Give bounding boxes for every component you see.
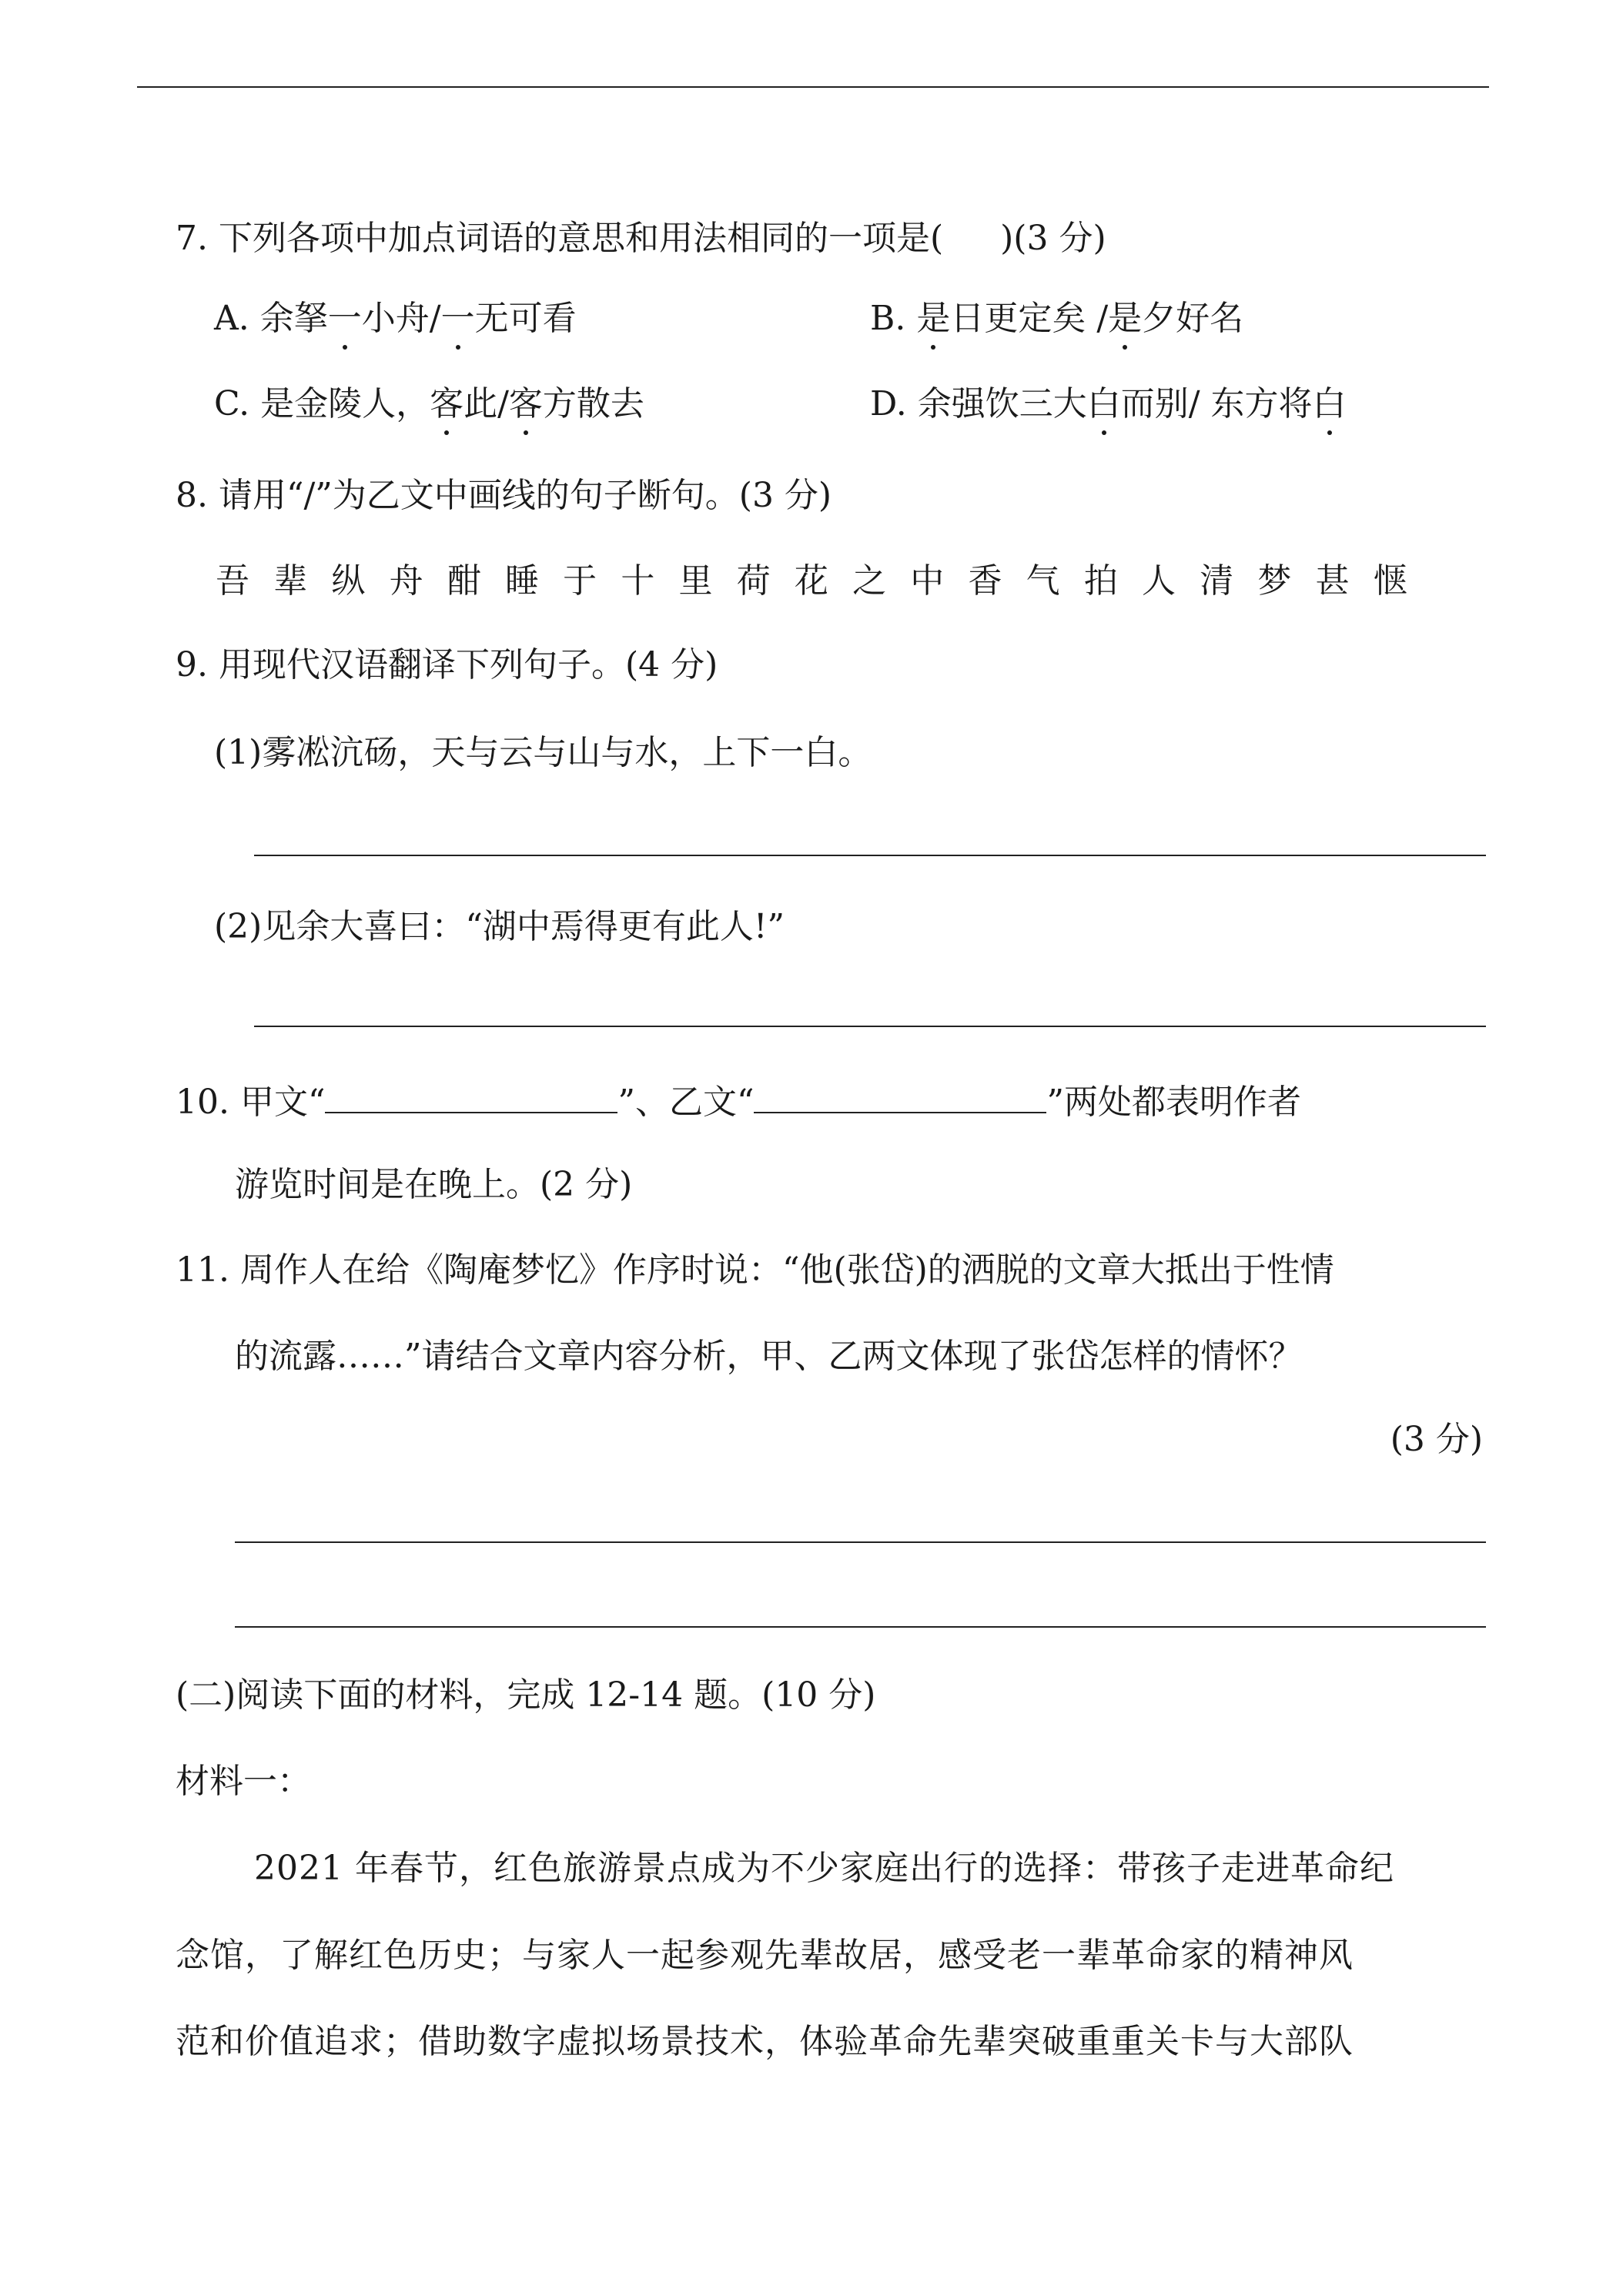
- option-c-text: 此/: [463, 384, 509, 423]
- option-d-text: 余强饮三大: [917, 384, 1087, 423]
- material-1-line-3: 范和价值追求；借助数字虚拟场景技术，体验革命先辈突破重重关卡与大部队: [176, 2022, 1354, 2061]
- q8-char: 人: [1142, 561, 1176, 601]
- q8-char: 花: [794, 561, 828, 601]
- q8-char: 拍: [1083, 561, 1118, 601]
- option-b-text: 夕好名: [1142, 299, 1244, 338]
- q7-option-a: [214, 299, 577, 338]
- dotted-char: 是: [1108, 299, 1143, 338]
- q7-stem: [176, 219, 1106, 258]
- q7-option-d: [870, 384, 1347, 423]
- dotted-char: 白: [1086, 384, 1121, 423]
- q9-answer-line-1[interactable]: [254, 855, 1486, 856]
- q10-text: ”两处都表明作者: [1046, 1083, 1301, 1122]
- q8-char: 之: [852, 561, 887, 601]
- option-d-label: D.: [870, 384, 907, 423]
- q7-option-c: [214, 384, 644, 423]
- q10-blank-2[interactable]: [754, 1081, 1046, 1113]
- top-rule: [137, 86, 1489, 88]
- option-a-text: 小舟/: [361, 299, 441, 338]
- q9-sentence-2: (2)见余大喜曰：“湖中焉得更有此人!”: [214, 907, 785, 946]
- q8-char: 气: [1026, 561, 1060, 601]
- q8-char: 酣: [447, 561, 481, 601]
- q8-char: 纵: [331, 561, 366, 601]
- q10-text: ”、乙文“: [617, 1083, 755, 1122]
- q11-answer-line-1[interactable]: [235, 1541, 1486, 1543]
- q8-char: 睡: [504, 561, 539, 601]
- option-a-text: 余拏: [259, 299, 328, 338]
- q8-stem: 8. 请用“/”为乙文中画线的句子断句。(3 分): [176, 476, 832, 515]
- q10-blank-1[interactable]: [325, 1081, 617, 1113]
- q8-sentence: [216, 561, 1407, 601]
- q7-score: )(3 分): [1000, 219, 1106, 258]
- q11-line-1: 11. 周作人在给《陶庵梦忆》作序时说：“他(张岱)的洒脱的文章大抵出于性情: [176, 1250, 1334, 1290]
- dotted-char: 客: [508, 384, 543, 423]
- option-d-text: 而别/ 东方将: [1120, 384, 1313, 423]
- q8-char: 中: [910, 561, 945, 601]
- q8-char: 吾: [216, 561, 249, 601]
- q9-stem: 9. 用现代汉语翻译下列句子。(4 分): [176, 645, 718, 684]
- option-b-label: B.: [870, 299, 906, 338]
- q8-char: 甚: [1315, 561, 1350, 601]
- option-c-text: 是金陵人，: [260, 384, 430, 423]
- section-2-heading: (二)阅读下面的材料，完成 12-14 题。(10 分): [176, 1675, 876, 1715]
- dotted-char: 白: [1312, 384, 1347, 423]
- q8-char: 于: [563, 561, 597, 601]
- dotted-char: 一: [440, 299, 475, 338]
- q8-char: 里: [678, 561, 713, 601]
- q9-answer-line-2[interactable]: [254, 1026, 1486, 1027]
- q11-score: (3 分): [1390, 1420, 1483, 1459]
- q8-char: 梦: [1257, 561, 1292, 601]
- q11-line-2: 的流露……”请结合文章内容分析，甲、乙两文体现了张岱怎样的情怀？: [235, 1337, 1303, 1376]
- option-b-text: 日更定矣 /: [950, 299, 1109, 338]
- q8-char: 香: [968, 561, 1002, 601]
- q11-answer-line-2[interactable]: [235, 1626, 1486, 1628]
- q8-char: 清: [1200, 561, 1234, 601]
- q8-char: 惬: [1373, 561, 1407, 601]
- q10-line-1: [176, 1081, 1301, 1120]
- q7-stem-text: 7. 下列各项中加点词语的意思和用法相同的一项是(: [176, 219, 944, 258]
- q10-text: 10. 甲文“: [176, 1083, 326, 1122]
- q8-char: 十: [621, 561, 655, 601]
- material-1-line-1: 2021 年春节，红色旅游景点成为不少家庭出行的选择：带孩子走进革命纪: [254, 1849, 1394, 1888]
- dotted-char: 是: [916, 299, 951, 338]
- option-c-label: C.: [214, 384, 250, 423]
- option-a-text: 无可看: [474, 299, 577, 338]
- material-1-label: 材料一：: [176, 1762, 311, 1801]
- material-1-line-2: 念馆，了解红色历史；与家人一起参观先辈故居，感受老一辈革命家的精神风: [176, 1936, 1354, 1975]
- q7-option-b: [870, 299, 1244, 338]
- dotted-char: 一: [327, 299, 362, 338]
- q8-char: 荷: [736, 561, 771, 601]
- dotted-char: 客: [430, 384, 464, 423]
- option-c-text: 方散去: [542, 384, 644, 423]
- q8-char: 舟: [389, 561, 423, 601]
- q9-sentence-1: (1)雾凇沆砀，天与云与山与水，上下一白。: [214, 733, 872, 772]
- q10-line-2: 游览时间是在晚上。(2 分): [235, 1165, 633, 1204]
- option-a-label: A.: [214, 299, 249, 338]
- q8-char: 辈: [273, 561, 308, 601]
